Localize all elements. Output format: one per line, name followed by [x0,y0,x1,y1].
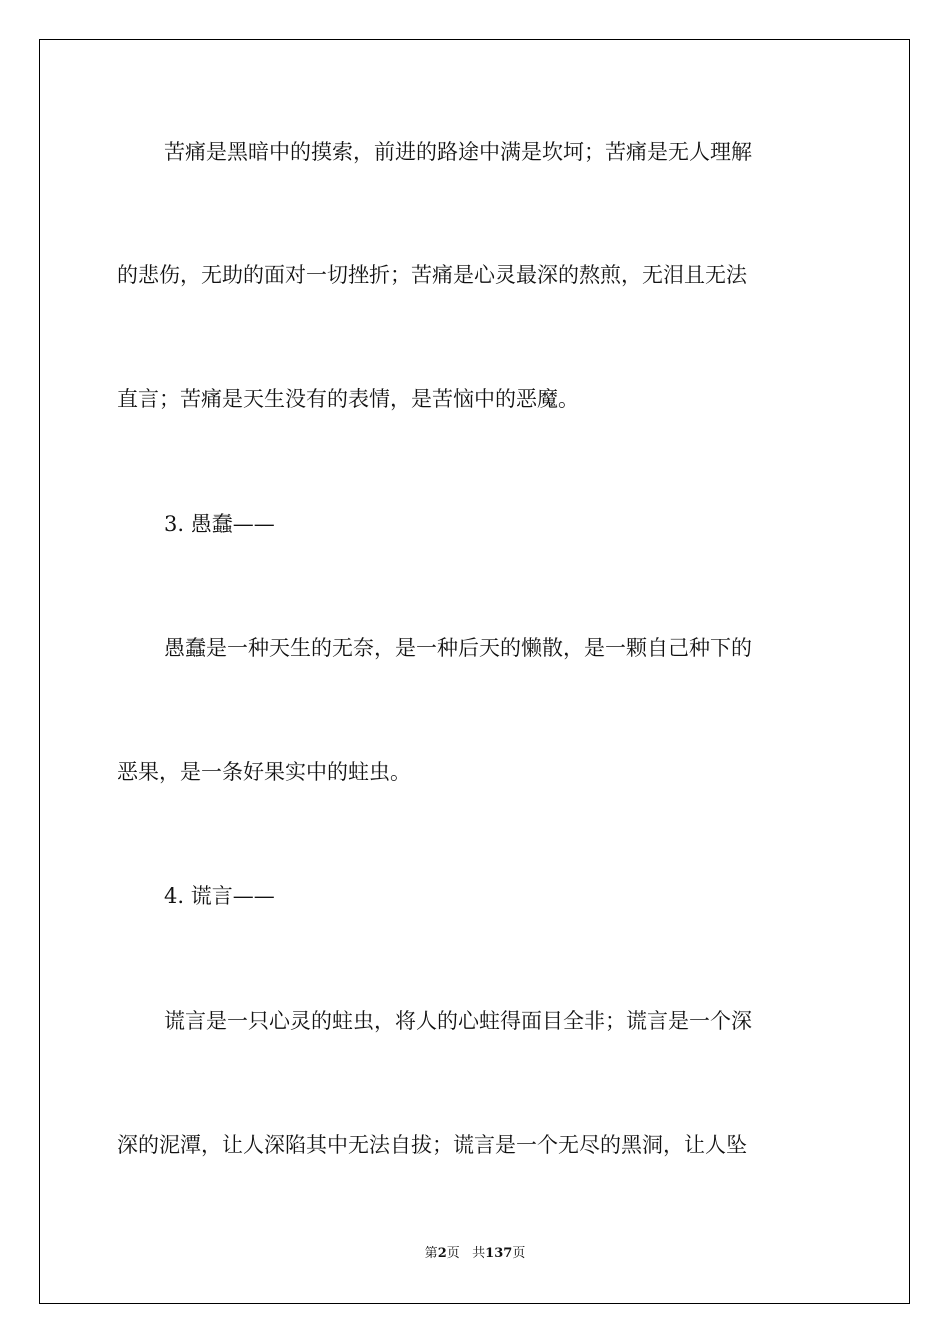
page-border [39,39,910,1304]
page-footer [0,1246,950,1262]
page-number: 2 [437,1246,447,1261]
paragraph-line: 深的泥潭，让人深陷其中无法自拔；谎言是一个无尽的黑洞，让人坠 [117,1133,747,1157]
page-suffix: 页 [446,1246,460,1261]
section-heading: 3. 愚蠢—— [164,512,275,536]
total-pages: 137 [485,1246,513,1261]
paragraph-line: 愚蠢是一种天生的无奈，是一种后天的懒散，是一颗自己种下的 [164,636,752,660]
paragraph-line: 直言；苦痛是天生没有的表情，是苦恼中的恶魔。 [117,387,579,411]
total-prefix: 共 [472,1246,486,1261]
paragraph-line: 苦痛是黑暗中的摸索，前进的路途中满是坎坷；苦痛是无人理解 [164,140,752,164]
paragraph-line: 谎言是一只心灵的蛀虫，将人的心蛀得面目全非；谎言是一个深 [164,1009,752,1033]
page-prefix: 第 [424,1246,438,1261]
paragraph-line: 恶果，是一条好果实中的蛀虫。 [117,760,411,784]
paragraph-line: 的悲伤，无助的面对一切挫折；苦痛是心灵最深的熬煎，无泪且无法 [117,263,747,287]
section-heading: 4. 谎言—— [164,884,275,908]
total-suffix: 页 [512,1246,526,1261]
